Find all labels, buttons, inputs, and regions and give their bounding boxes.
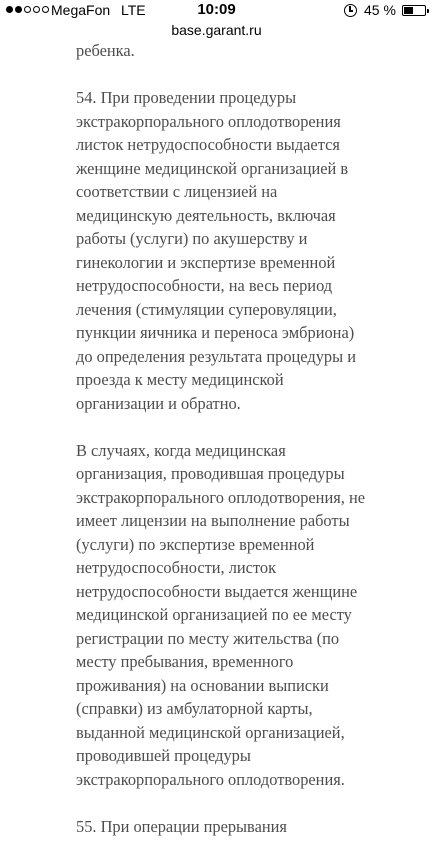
paragraph-54: 54. При проведении процедуры экстракорпорального оплодотворения листок нетрудоспособности выдается женщине медицинской организацией в соответствии с лицензией на медицинскую деятельность, включая работы (услуги) по акушерству и гинекологии и экспертизе временной нетрудоспособности, на весь период лечения (стимуляции суперовуляции, пункции яичника и переноса эмбриона) до определения результата процедуры и проезда к месту медицинской организации и обратно. bbox=[76, 88, 356, 413]
network-type: LTE bbox=[121, 2, 146, 18]
paragraph-54-cases: В случаях, когда медицинская организация, проводившая процедуры экстракорпорального оплодотворения, не имеет лицензии на выполнение работы (услуги) по экспертизе временной нетрудоспособности, листок нетрудоспособности выдается женщине медицинской организацией по ее месту регистрации по месту жительства (по месту пребывания, временного проживания) на основании выписки (справки) из амбулаторной карты, выданной медицинской организацией, проводившей процедуры экстракорпорального оплодотворения. bbox=[76, 440, 365, 789]
battery-percent: 45 % bbox=[364, 2, 396, 18]
url-text: base.garant.ru bbox=[171, 22, 262, 38]
alarm-icon bbox=[344, 4, 357, 17]
url-bar[interactable] bbox=[0, 22, 433, 40]
paragraph-continuation: ребенка. bbox=[76, 41, 135, 60]
status-time: 10:09 bbox=[197, 1, 236, 18]
carrier-name: MegaFon bbox=[51, 2, 111, 18]
document-content bbox=[76, 39, 376, 862]
paragraph-55: 55. При операции прерывания bbox=[76, 816, 287, 836]
status-bar bbox=[0, 0, 433, 22]
battery-fill bbox=[404, 7, 413, 14]
battery-icon bbox=[402, 5, 426, 16]
